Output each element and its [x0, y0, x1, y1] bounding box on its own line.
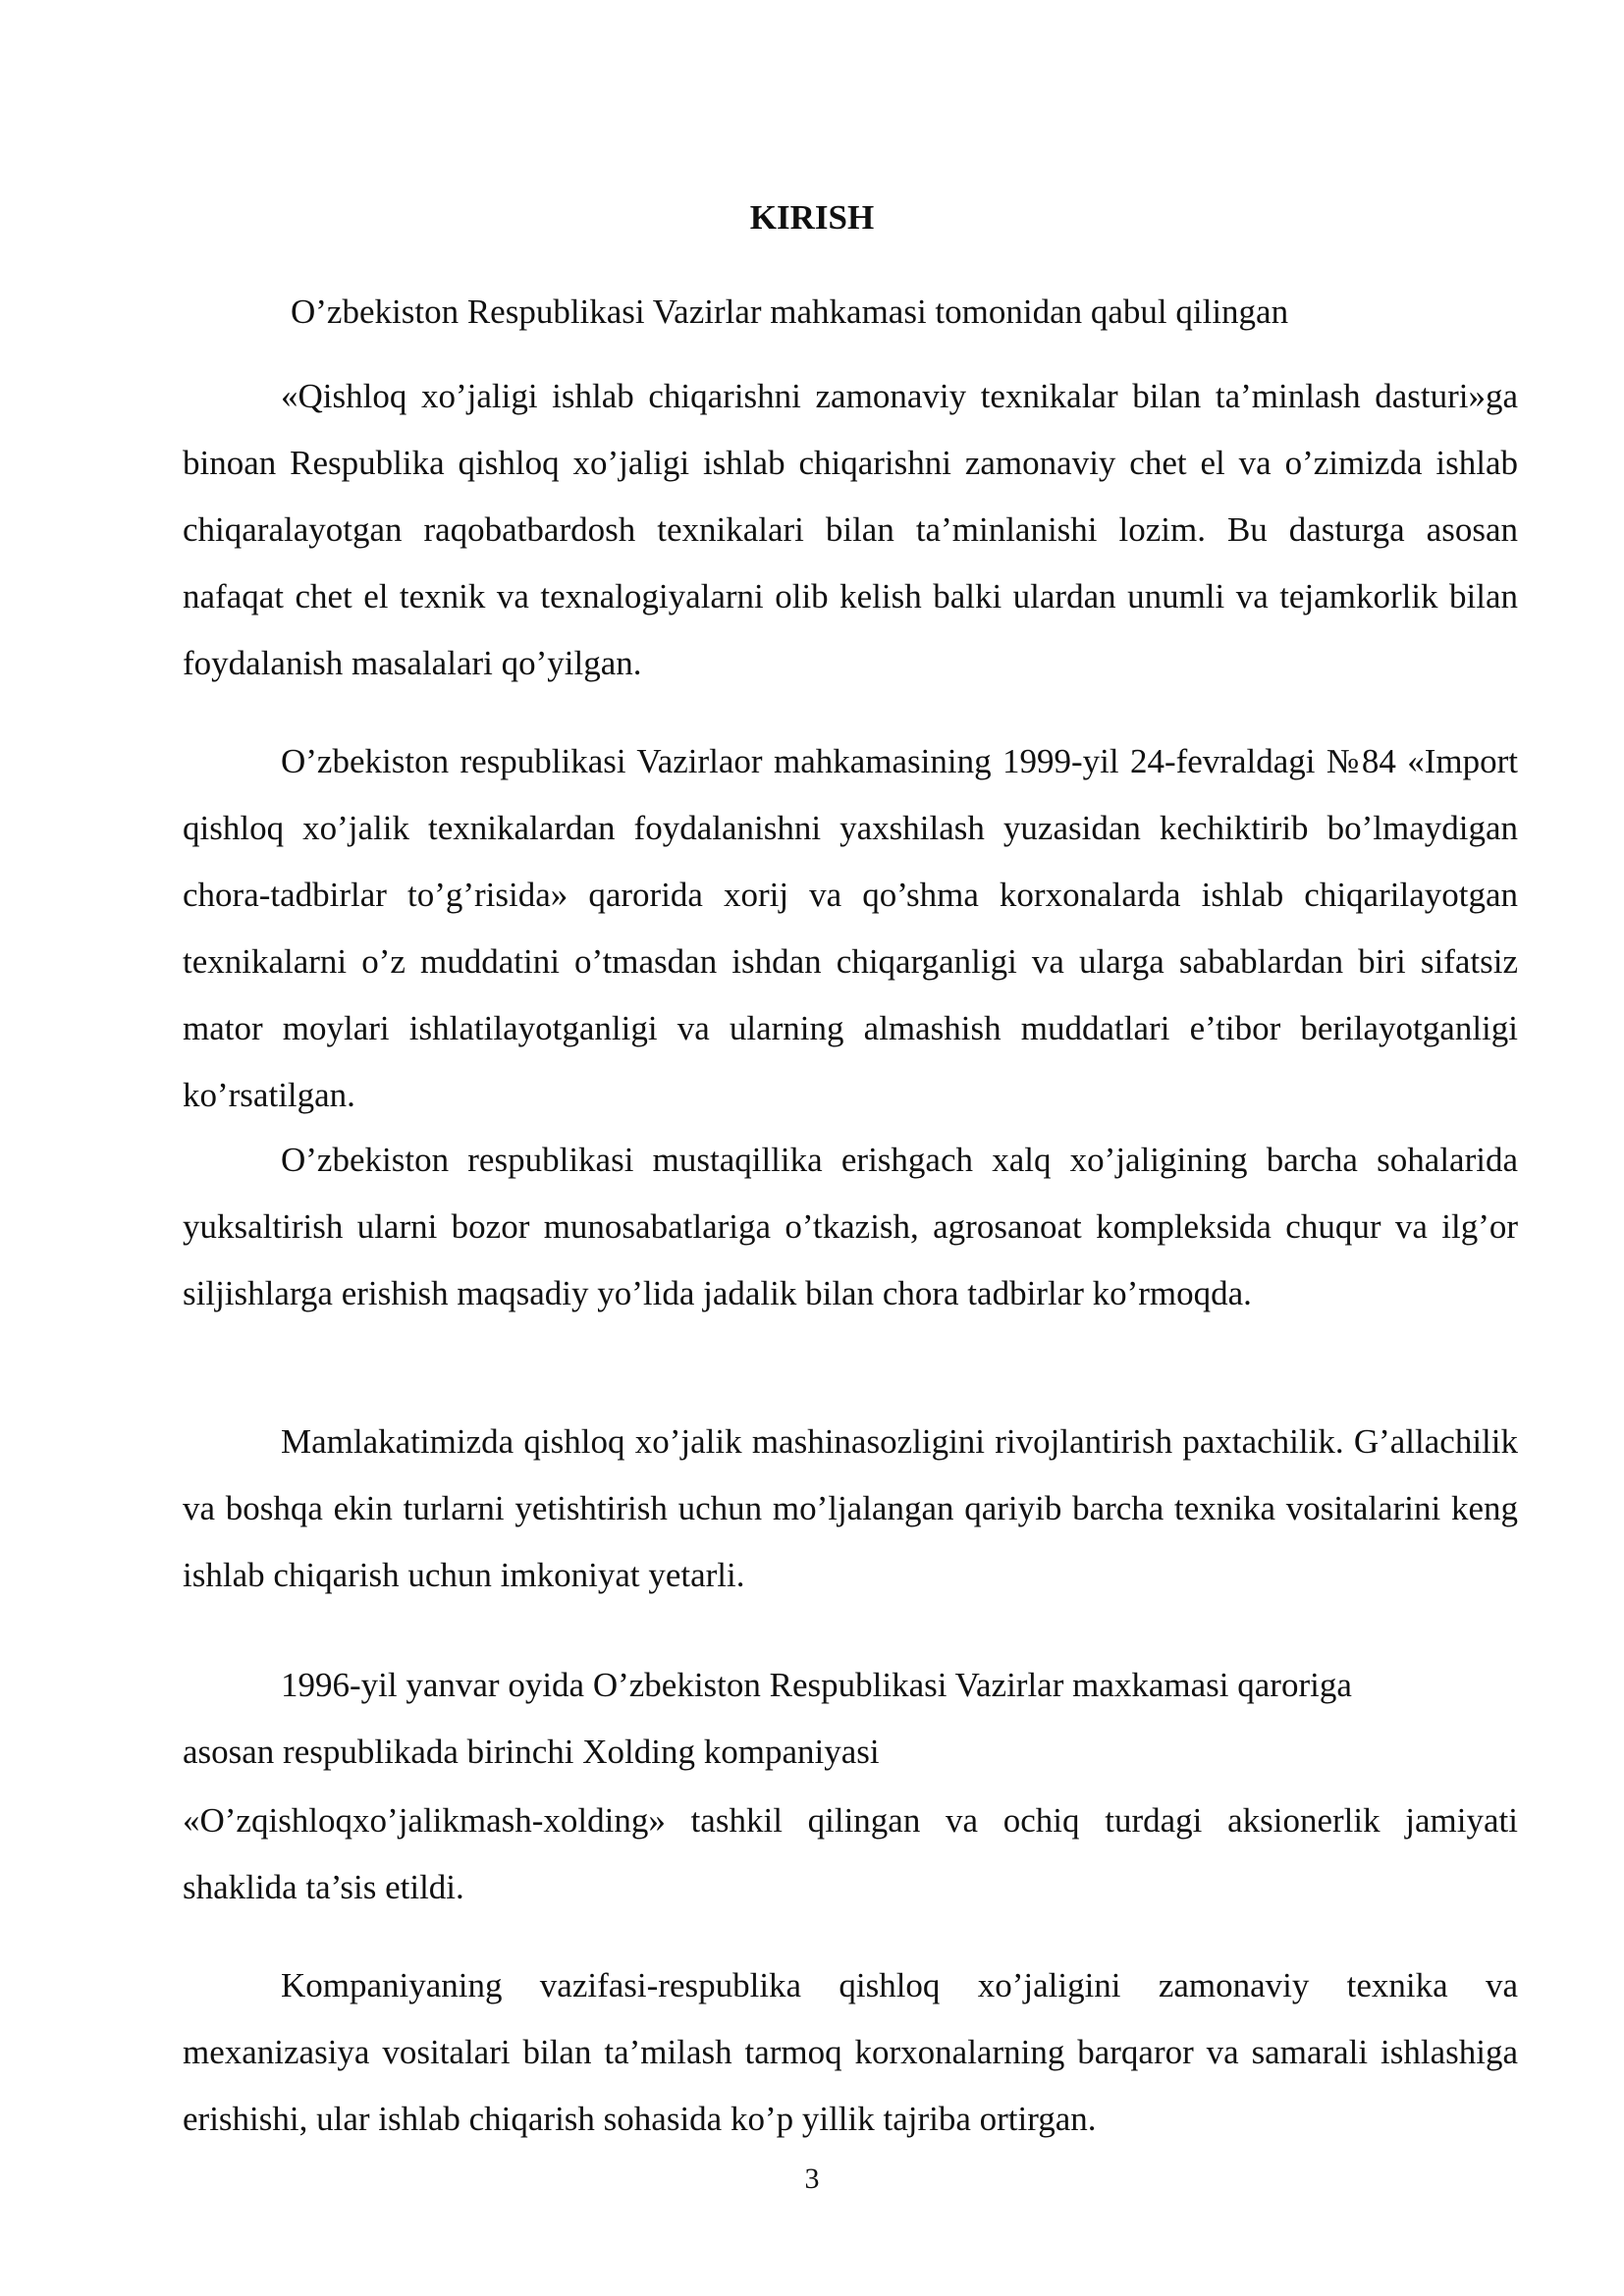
intro-line: O’zbekiston Respublikasi Vazirlar mahkamasi tomonidan qabul qilingan: [291, 293, 1289, 331]
paragraph-6: Kompaniyaning vazifasi-respublika qishloq xo’jaligini zamonaviy texnika va mexanizasiya vositalari bilan ta’milash tarmoq korxonalarning barqaror va samarali ishlashiga erishishi, ular ishlab chiqarish sohasida ko’p yillik tajriba ortirgan.: [183, 1966, 1518, 2138]
page-number: 3: [804, 2163, 820, 2195]
paragraph-3: O’zbekiston respublikasi mustaqillika erishgach xalq xo’jaligining barcha sohalarida yuksaltirish ularni bozor munosabatlariga o’tkazish, agrosanoat kompleksida chuqur va ilg’or siljishlarga erishish maqsadiy yo’lida jadalik bilan chora tadbirlar ko’rmoqda.: [183, 1141, 1518, 1312]
paragraph-5-line-1: 1996-yil yanvar oyida O’zbekiston Respublikasi Vazirlar maxkamasi qaroriga: [281, 1666, 1352, 1704]
paragraph-1: «Qishloq xo’jaligi ishlab chiqarishni zamonaviy texnikalar bilan ta’minlash dasturi»ga binoan Respublika qishloq xo’jaligi ishlab chiqarishni zamonaviy chet el va o’zimizda ishlab chiqaralayotgan raqobatbardosh texnikalari bilan ta’minlanishi lozim. Bu dasturga asosan nafaqat chet el texnik va texnalogiyalarni olib kelish balki ulardan unumli va tejamkorlik bilan foydalanish masalalari qo’yilgan.: [183, 377, 1518, 682]
paragraph-5-rest: «O’zqishloqxo’jalikmash-xolding» tashkil qilingan va ochiq turdagi aksionerlik jamiyati shaklida ta’sis etildi.: [183, 1801, 1518, 1906]
section-title: KIRISH: [749, 198, 875, 237]
paragraph-5-line-2: asosan respublikada birinchi Xolding kompaniyasi: [183, 1733, 880, 1771]
paragraph-4: Mamlakatimizda qishloq xo’jalik mashinasozligini rivojlantirish paxtachilik. G’allachilik va boshqa ekin turlarni yetishtirish uchun mo’ljalangan qariyib barcha texnika vositalarini keng ishlab chiqarish uchun imkoniyat yetarli.: [183, 1422, 1518, 1594]
paragraph-2: O’zbekiston respublikasi Vazirlaor mahkamasining 1999-yil 24-fevraldagi №84 «Import qishloq xo’jalik texnikalardan foydalanishni yaxshilash yuzasidan kechiktirib bo’lmaydigan chora-tadbirlar to’g’risida» qarorida xorij va qo’shma korxonalarda ishlab chiqarilayotgan texnikalarni o’z muddatini o’tmasdan ishdan chiqarganligi va ularga sabablardan biri sifatsiz mator moylari ishlatilayotganligi va ularning almashish muddatlari e’tibor berilayotganligi ko’rsatilgan.: [183, 742, 1518, 1114]
